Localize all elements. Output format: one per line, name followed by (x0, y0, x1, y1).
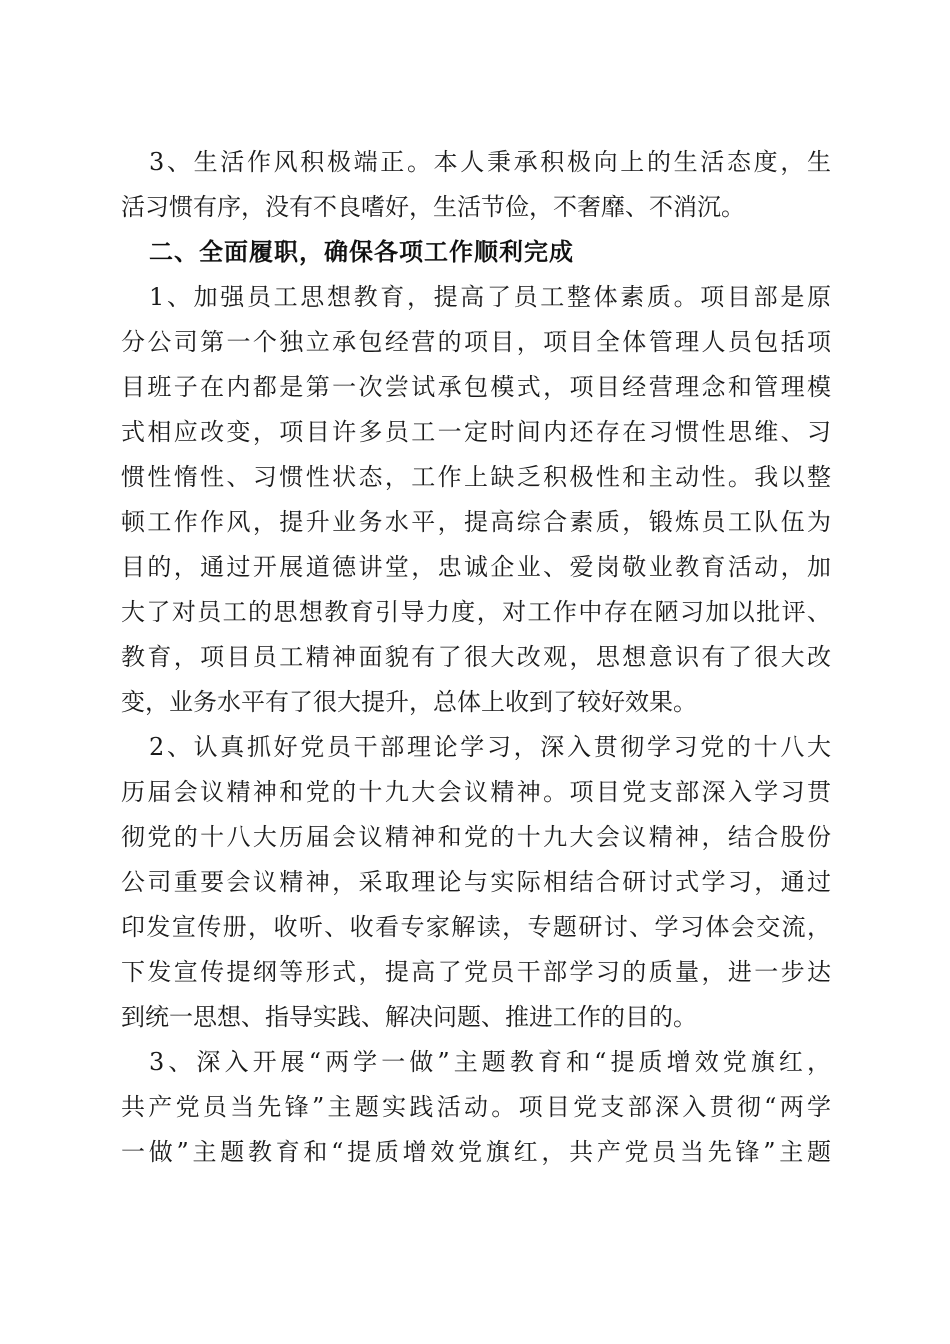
paragraph-line: 公司重要会议精神，采取理论与实际相结合研讨式学习，通过 (121, 868, 831, 896)
paragraph-line: 目的，通过开展道德讲堂，忠诚企业、爱岗敬业教育活动，加 (121, 553, 831, 581)
paragraph-line: 惯性惰性、习惯性状态，工作上缺乏积极性和主动性。我以整 (121, 463, 831, 491)
paragraph-line: 3、生活作风积极端正。本人秉承积极向上的生活态度，生 (149, 148, 831, 176)
paragraph-line: 大了对员工的思想教育引导力度，对工作中存在陋习加以批评、 (121, 598, 831, 626)
paragraph-line: 目班子在内都是第一次尝试承包模式，项目经营理念和管理模 (121, 373, 831, 401)
section-heading: 二、全面履职，确保各项工作顺利完成 (149, 238, 574, 266)
paragraph-line: 共产党员当先锋”主题实践活动。项目党支部深入贯彻“两学 (121, 1093, 831, 1121)
paragraph-line: 1、加强员工思想教育，提高了员工整体素质。项目部是原 (149, 283, 831, 311)
paragraph-line: 3、深入开展“两学一做”主题教育和“提质增效党旗红， (149, 1048, 831, 1076)
paragraph-line: 活习惯有序，没有不良嗜好，生活节俭，不奢靡、不消沉。 (121, 193, 745, 221)
paragraph-line: 一做”主题教育和“提质增效党旗红，共产党员当先锋”主题 (121, 1138, 831, 1166)
paragraph-line: 下发宣传提纲等形式，提高了党员干部学习的质量，进一步达 (121, 958, 831, 986)
paragraph-line: 2、认真抓好党员干部理论学习，深入贯彻学习党的十八大 (149, 733, 831, 761)
paragraph-line: 式相应改变，项目许多员工一定时间内还存在习惯性思维、习 (121, 418, 831, 446)
paragraph-line: 历届会议精神和党的十九大会议精神。项目党支部深入学习贯 (121, 778, 831, 806)
paragraph-line: 教育，项目员工精神面貌有了很大改观，思想意识有了很大改 (121, 643, 831, 671)
paragraph-line: 彻党的十八大历届会议精神和党的十九大会议精神，结合股份 (121, 823, 831, 851)
paragraph-line: 印发宣传册，收听、收看专家解读，专题研讨、学习体会交流， (121, 913, 831, 941)
paragraph-line: 变，业务水平有了很大提升，总体上收到了较好效果。 (121, 688, 697, 716)
paragraph-line: 顿工作作风，提升业务水平，提高综合素质，锻炼员工队伍为 (121, 508, 831, 536)
paragraph-line: 到统一思想、指导实践、解决问题、推进工作的目的。 (121, 1003, 697, 1031)
paragraph-line: 分公司第一个独立承包经营的项目，项目全体管理人员包括项 (121, 328, 831, 356)
